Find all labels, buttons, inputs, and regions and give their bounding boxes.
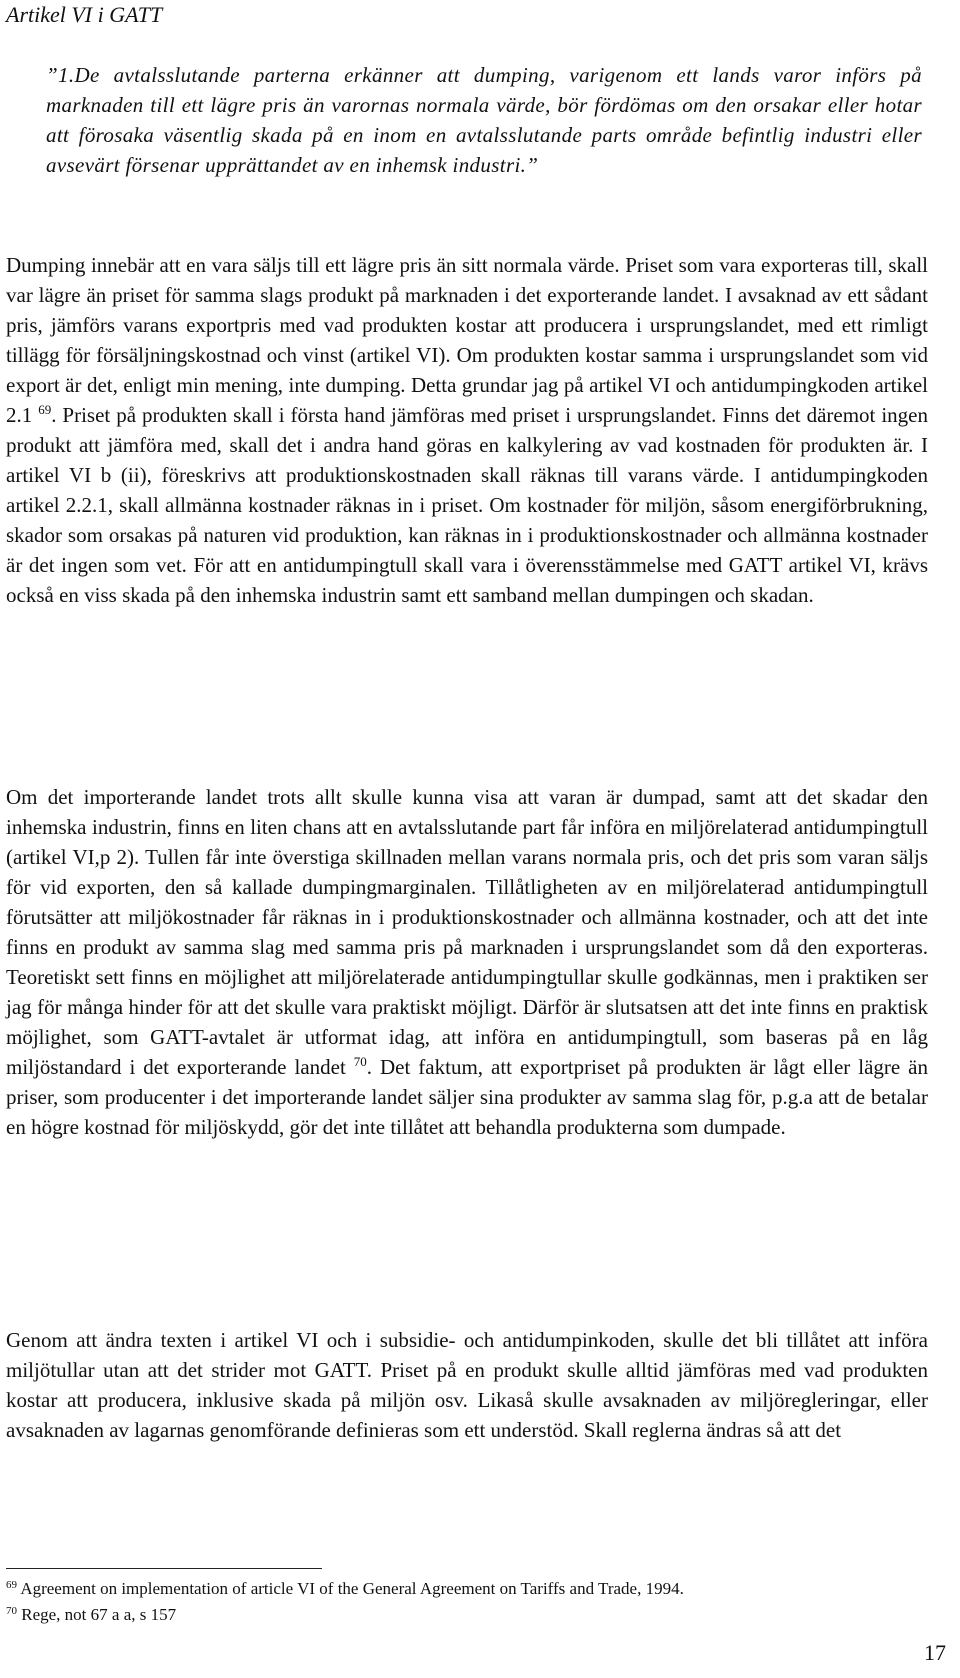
footnote-number: 69 — [6, 1579, 17, 1591]
paragraph-text: Dumping innebär att en vara säljs till ett lägre pris än sitt normala värde. Priset som vara exporteras till, skall var lägre än priset för samma slags produkt på marknaden i det exporterande landet. I avsaknad av ett sådant pris, jämförs varans exportpris med vad produkten kostar att producera i ursprungslandet, med ett rimligt tillägg för försäljningskostnad och vinst (artikel VI). Om produkten kostar samma i ursprungslandet som vid export är det, enligt min mening, inte dumping. Detta grundar jag på artikel VI och antidumpingkoden artikel 2.1 — [6, 253, 928, 427]
paragraph-rule-change: Genom att ändra texten i artikel VI och i subsidie- och antidumpinkoden, skulle det bli tillåtet att införa miljötullar utan att det strider mot GATT. Priset på en produkt skulle alltid jämföras med vad produkten kostar att producera, inklusive skada på miljön osv. Likaså skulle avsaknaden av miljöregleringar, eller avsaknaden av lagarnas genomförande definieras som ett understöd. Skall reglerna ändras så att det — [6, 1328, 928, 1442]
paragraph-text: . Priset på produkten skall i första hand jämföras med priset i ursprungslandet. Finns det däremot ingen produkt att jämföra med, skall det i andra hand göras en kalkylering av vad kostnaden för produkten är. I artikel VI b (ii), föreskrivs att produktionskostnaden skall räknas till varans värde. I antidumpingkoden artikel 2.2.1, skall allmänna kostnader räknas in i priset. Om kostnader för miljön, såsom energiförbrukning, skador som orsakas på naturen vid produktion, kan räknas in i produktionskostnader och allmänna kostnader är det ingen som vet. För att en antidumpingtull skall vara i överensstämmelse med GATT artikel VI, krävs också en viss skada på den inhemska industrin samt ett samband mellan dumpingen och skadan. — [6, 403, 929, 607]
section-heading: Artikel VI i GATT — [6, 2, 163, 27]
footnote-divider — [6, 1568, 322, 1569]
paragraph-dumping-definition — [6, 250, 928, 610]
footnote-number: 70 — [6, 1605, 17, 1617]
paragraph-text: . Det faktum, att exportpriset på produkten är lågt eller lägre än priser, som producenter i det importerande landet säljer sina produkter av samma slag för, p.g.a att de betalar en högre kostnad för miljöskydd, gör det inte tillåtet att behandla produkterna som dumpade. — [6, 1055, 928, 1139]
quoted-article-text: ”1.De avtalsslutande parterna erkänner att dumping, varigenom ett lands varor införs på marknaden till ett lägre pris än varornas normala värde, bör fördömas om den orsakar eller hotar att förosaka väsentlig skada på en inom en avtalsslutande parts område befintlig industri eller avsevärt försenar upprättandet av en inhemsk industri.” — [46, 63, 922, 177]
footnote-70 — [6, 1604, 176, 1626]
footnote-ref-70: 70 — [353, 1054, 367, 1069]
paragraph-antidumping-tariff — [6, 782, 928, 1142]
footnote-ref-69: 69 — [38, 402, 52, 417]
page-number: 17 — [924, 1640, 946, 1665]
footnote-text: Rege, not 67 a a, s 157 — [17, 1605, 177, 1624]
paragraph-text: Om det importerande landet trots allt skulle kunna visa att varan är dumpad, samt att det skadar den inhemska industrin, finns en liten chans att en avtalsslutande part får införa en miljörelaterad antidumpingtull (artikel VI,p 2). Tullen får inte överstiga skillnaden mellan varans normala pris, och det pris som varan säljs för vid exporten, den så kallade dumpingmarginalen. Tillåtligheten av en miljörelaterad antidumpingtull förutsätter att miljökostnader får räknas in i produktionskostnader och allmänna kostnader, och att det inte finns en produkt av samma slag med samma pris på marknaden i ursprungslandet som då den exporteras. Teoretiskt sett finns en möjlighet att miljörelaterade antidumpingtullar skulle godkännas, men i praktiken ser jag för många hinder för att det skulle vara praktiskt möjligt. Därför är slutsatsen att det inte finns en praktisk möjlighet, som GATT-avtalet är utformat idag, att införa en antidumpingtull, som baseras på en låg miljöstandard i det exporterande landet — [6, 785, 928, 1079]
footnote-69 — [6, 1578, 684, 1600]
footnote-text: Agreement on implementation of article VI of the General Agreement on Tariffs and Trade, 1994. — [20, 1579, 684, 1598]
